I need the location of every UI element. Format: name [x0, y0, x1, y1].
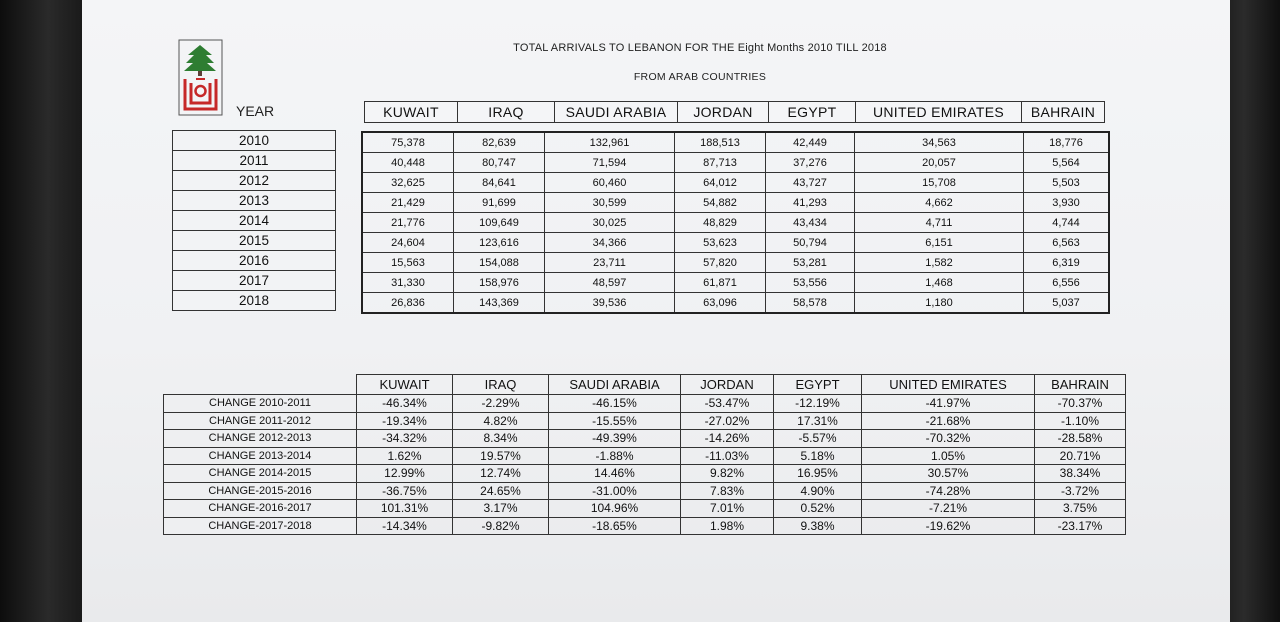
- arrivals-cell: 37,276: [766, 153, 855, 173]
- change-percent-cell: 7.83%: [681, 482, 774, 500]
- arrivals-cell: 50,794: [766, 233, 855, 253]
- change-percent-cell: 7.01%: [681, 500, 774, 518]
- arrivals-cell: 63,096: [675, 293, 766, 314]
- arrivals-cell: 43,434: [766, 213, 855, 233]
- table-row: [362, 233, 1109, 253]
- col-header-jordan: JORDAN: [681, 375, 774, 395]
- arrivals-cell: 6,556: [1024, 273, 1110, 293]
- table-row: [164, 517, 357, 535]
- change-percent-cell: 9.82%: [681, 465, 774, 483]
- change-percent-cell: 24.65%: [453, 482, 549, 500]
- change-percent-cell: -15.55%: [549, 412, 681, 430]
- arrivals-cell: 34,366: [545, 233, 675, 253]
- col-header-kuwait: KUWAIT: [365, 102, 458, 123]
- change-percent-cell: -12.19%: [774, 395, 862, 413]
- change-period-label: CHANGE 2013-2014: [164, 447, 357, 465]
- arrivals-cell: 4,744: [1024, 213, 1110, 233]
- change-percent-cell: 16.95%: [774, 465, 862, 483]
- year-cell: 2013: [173, 191, 336, 211]
- change-percent-cell: 101.31%: [357, 500, 453, 518]
- col-header-saudi-arabia: SAUDI ARABIA: [549, 375, 681, 395]
- arrivals-cell: 5,564: [1024, 153, 1110, 173]
- arrivals-cell: 123,616: [454, 233, 545, 253]
- change-period-label: CHANGE 2012-2013: [164, 430, 357, 448]
- table-row: [164, 395, 357, 413]
- change-percent-cell: -14.26%: [681, 430, 774, 448]
- col-header-egypt: EGYPT: [774, 375, 862, 395]
- change-percent-cell: 17.31%: [774, 412, 862, 430]
- table-row: [357, 517, 1126, 535]
- arrivals-cell: 1,468: [855, 273, 1024, 293]
- table-row: [362, 153, 1109, 173]
- change-label-table: [163, 394, 357, 535]
- change-percent-cell: 4.82%: [453, 412, 549, 430]
- change-percent-cell: 3.17%: [453, 500, 549, 518]
- arrivals-cell: 57,820: [675, 253, 766, 273]
- change-percent-cell: -74.28%: [862, 482, 1035, 500]
- change-percent-cell: -27.02%: [681, 412, 774, 430]
- change-data-table: [356, 374, 1126, 535]
- arrivals-cell: 158,976: [454, 273, 545, 293]
- change-percent-cell: 12.74%: [453, 465, 549, 483]
- arrivals-data-table: [361, 131, 1110, 314]
- change-percent-cell: -21.68%: [862, 412, 1035, 430]
- change-period-label: CHANGE-2015-2016: [164, 482, 357, 500]
- col-header-united-emirates: UNITED EMIRATES: [856, 102, 1022, 123]
- change-percent-cell: -14.34%: [357, 517, 453, 535]
- change-percent-cell: 1.05%: [862, 447, 1035, 465]
- arrivals-cell: 6,151: [855, 233, 1024, 253]
- change-percent-cell: 19.57%: [453, 447, 549, 465]
- arrivals-cell: 48,829: [675, 213, 766, 233]
- arrivals-cell: 41,293: [766, 193, 855, 213]
- change-percent-cell: -5.57%: [774, 430, 862, 448]
- col-header-bahrain: BAHRAIN: [1022, 102, 1105, 123]
- change-percent-cell: -1.88%: [549, 447, 681, 465]
- table-row: [362, 132, 1109, 153]
- arrivals-cell: 80,747: [454, 153, 545, 173]
- table-row: [164, 482, 357, 500]
- change-percent-cell: -3.72%: [1035, 482, 1126, 500]
- change-percent-cell: 5.18%: [774, 447, 862, 465]
- page-subtitle: FROM ARAB COUNTRIES: [633, 71, 767, 83]
- arrivals-cell: 15,708: [855, 173, 1024, 193]
- change-percent-cell: 30.57%: [862, 465, 1035, 483]
- year-cell: 2018: [173, 291, 336, 311]
- arrivals-cell: 109,649: [454, 213, 545, 233]
- table-row: [357, 412, 1126, 430]
- change-period-label: CHANGE 2010-2011: [164, 395, 357, 413]
- change-percent-cell: -31.00%: [549, 482, 681, 500]
- year-cell: 2010: [173, 131, 336, 151]
- arrivals-cell: 42,449: [766, 132, 855, 153]
- arrivals-cell: 26,836: [362, 293, 454, 314]
- change-percent-cell: -46.15%: [549, 395, 681, 413]
- change-percent-cell: -34.32%: [357, 430, 453, 448]
- change-percent-cell: 8.34%: [453, 430, 549, 448]
- arrivals-cell: 6,319: [1024, 253, 1110, 273]
- change-percent-cell: 20.71%: [1035, 447, 1126, 465]
- page-title: TOTAL ARRIVALS TO LEBANON FOR THE Eight Months 2010 TILL 2018: [513, 42, 887, 54]
- change-percent-cell: -18.65%: [549, 517, 681, 535]
- arrivals-cell: 54,882: [675, 193, 766, 213]
- table-row: [357, 482, 1126, 500]
- change-period-label: CHANGE 2014-2015: [164, 465, 357, 483]
- year-cell: 2011: [173, 151, 336, 171]
- arrivals-cell: 143,369: [454, 293, 545, 314]
- table-row: [362, 273, 1109, 293]
- change-period-label: CHANGE-2017-2018: [164, 517, 357, 535]
- change-percent-cell: 38.34%: [1035, 465, 1126, 483]
- arrivals-cell: 1,180: [855, 293, 1024, 314]
- year-cell: 2014: [173, 211, 336, 231]
- col-header-kuwait: KUWAIT: [357, 375, 453, 395]
- arrivals-cell: 5,037: [1024, 293, 1110, 314]
- change-percent-cell: -19.34%: [357, 412, 453, 430]
- arrivals-cell: 61,871: [675, 273, 766, 293]
- change-percent-cell: -53.47%: [681, 395, 774, 413]
- table-row: [357, 430, 1126, 448]
- arrivals-cell: 4,711: [855, 213, 1024, 233]
- table-row: [164, 412, 357, 430]
- table-row: [362, 293, 1109, 314]
- arrivals-cell: 5,503: [1024, 173, 1110, 193]
- table-row: [164, 500, 357, 518]
- arrivals-cell: 154,088: [454, 253, 545, 273]
- table-row: [357, 395, 1126, 413]
- change-percent-cell: -70.37%: [1035, 395, 1126, 413]
- arrivals-cell: 188,513: [675, 132, 766, 153]
- arrivals-cell: 20,057: [855, 153, 1024, 173]
- col-header-bahrain: BAHRAIN: [1035, 375, 1126, 395]
- col-header-iraq: IRAQ: [453, 375, 549, 395]
- change-percent-cell: 12.99%: [357, 465, 453, 483]
- arrivals-cell: 64,012: [675, 173, 766, 193]
- change-percent-cell: 3.75%: [1035, 500, 1126, 518]
- year-cell: 2015: [173, 231, 336, 251]
- change-percent-cell: -46.34%: [357, 395, 453, 413]
- change-percent-cell: 4.90%: [774, 482, 862, 500]
- arrivals-cell: 87,713: [675, 153, 766, 173]
- year-column-table: [172, 130, 336, 311]
- col-header-egypt: EGYPT: [769, 102, 856, 123]
- arrivals-cell: 32,625: [362, 173, 454, 193]
- change-percent-cell: -7.21%: [862, 500, 1035, 518]
- year-cell: 2017: [173, 271, 336, 291]
- arrivals-cell: 30,599: [545, 193, 675, 213]
- arrivals-cell: 15,563: [362, 253, 454, 273]
- change-percent-cell: 104.96%: [549, 500, 681, 518]
- table-row: [357, 500, 1126, 518]
- arrivals-cell: 4,662: [855, 193, 1024, 213]
- arrivals-cell: 91,699: [454, 193, 545, 213]
- arrivals-cell: 3,930: [1024, 193, 1110, 213]
- change-percent-cell: 1.62%: [357, 447, 453, 465]
- arrivals-cell: 40,448: [362, 153, 454, 173]
- table-row: [357, 447, 1126, 465]
- arrivals-cell: 21,429: [362, 193, 454, 213]
- change-percent-cell: -23.17%: [1035, 517, 1126, 535]
- arrivals-header-table: [364, 101, 1105, 123]
- change-percent-cell: -36.75%: [357, 482, 453, 500]
- change-percent-cell: -19.62%: [862, 517, 1035, 535]
- year-cell: 2012: [173, 171, 336, 191]
- col-header-iraq: IRAQ: [458, 102, 555, 123]
- change-percent-cell: -49.39%: [549, 430, 681, 448]
- col-header-united-emirates: UNITED EMIRATES: [862, 375, 1035, 395]
- arrivals-cell: 39,536: [545, 293, 675, 314]
- table-row: [362, 173, 1109, 193]
- arrivals-cell: 53,556: [766, 273, 855, 293]
- table-row: [362, 193, 1109, 213]
- table-row: [362, 213, 1109, 233]
- col-header-saudi-arabia: SAUDI ARABIA: [555, 102, 678, 123]
- change-percent-cell: 9.38%: [774, 517, 862, 535]
- change-percent-cell: 14.46%: [549, 465, 681, 483]
- arrivals-cell: 84,641: [454, 173, 545, 193]
- table-row: [164, 465, 357, 483]
- arrivals-cell: 75,378: [362, 132, 454, 153]
- change-percent-cell: -70.32%: [862, 430, 1035, 448]
- change-percent-cell: 0.52%: [774, 500, 862, 518]
- arrivals-cell: 23,711: [545, 253, 675, 273]
- change-percent-cell: -2.29%: [453, 395, 549, 413]
- table-row: [362, 253, 1109, 273]
- arrivals-cell: 48,597: [545, 273, 675, 293]
- arrivals-cell: 31,330: [362, 273, 454, 293]
- change-percent-cell: -28.58%: [1035, 430, 1126, 448]
- change-period-label: CHANGE 2011-2012: [164, 412, 357, 430]
- arrivals-cell: 60,460: [545, 173, 675, 193]
- change-percent-cell: -9.82%: [453, 517, 549, 535]
- arrivals-cell: 1,582: [855, 253, 1024, 273]
- arrivals-cell: 53,623: [675, 233, 766, 253]
- arrivals-cell: 18,776: [1024, 132, 1110, 153]
- arrivals-cell: 24,604: [362, 233, 454, 253]
- change-percent-cell: -11.03%: [681, 447, 774, 465]
- desk-background-left: [0, 0, 80, 622]
- table-row: [357, 465, 1126, 483]
- table-row: [164, 447, 357, 465]
- arrivals-cell: 82,639: [454, 132, 545, 153]
- change-percent-cell: 1.98%: [681, 517, 774, 535]
- table-row: [164, 430, 357, 448]
- arrivals-cell: 6,563: [1024, 233, 1110, 253]
- arrivals-cell: 58,578: [766, 293, 855, 314]
- change-percent-cell: -41.97%: [862, 395, 1035, 413]
- year-cell: 2016: [173, 251, 336, 271]
- change-period-label: CHANGE-2016-2017: [164, 500, 357, 518]
- col-header-jordan: JORDAN: [678, 102, 769, 123]
- arrivals-cell: 30,025: [545, 213, 675, 233]
- arrivals-cell: 71,594: [545, 153, 675, 173]
- change-percent-cell: -1.10%: [1035, 412, 1126, 430]
- arrivals-cell: 132,961: [545, 132, 675, 153]
- arrivals-cell: 34,563: [855, 132, 1024, 153]
- arrivals-cell: 53,281: [766, 253, 855, 273]
- year-label: YEAR: [236, 103, 275, 119]
- arrivals-cell: 43,727: [766, 173, 855, 193]
- arrivals-cell: 21,776: [362, 213, 454, 233]
